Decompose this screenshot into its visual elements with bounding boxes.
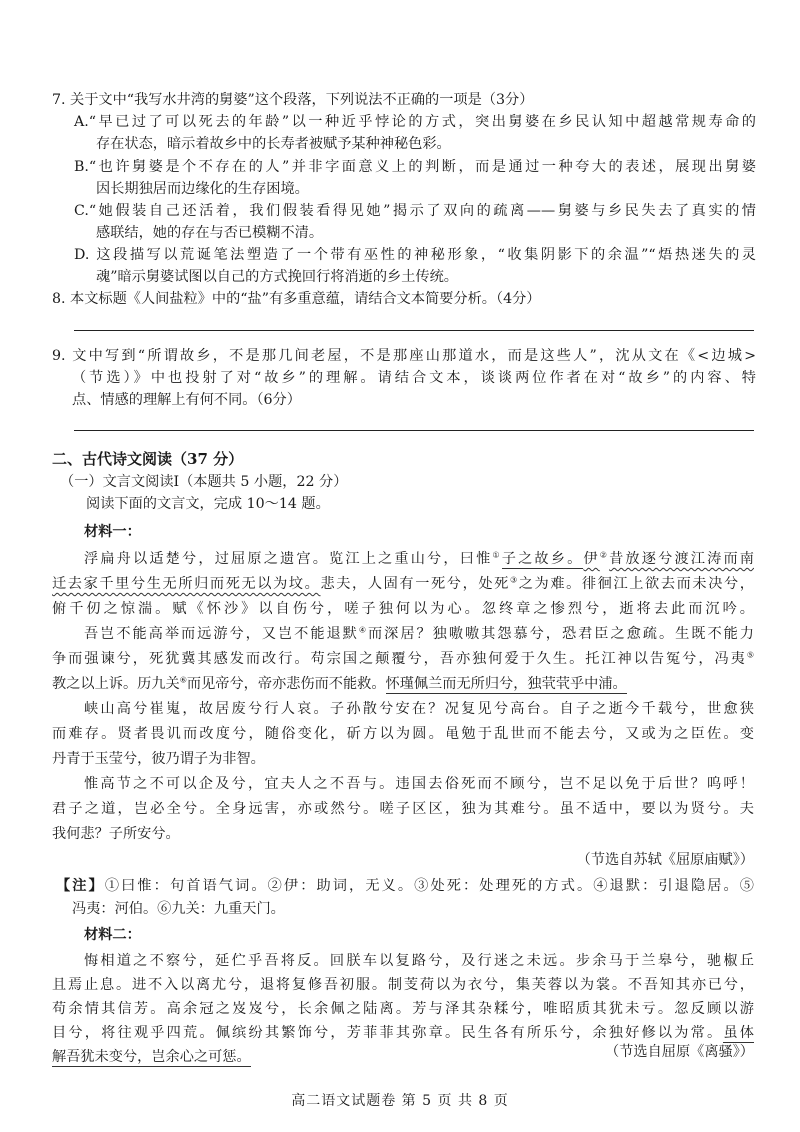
option-a-line2: 存在状态，暗示着故乡中的长寿者被赋予某种神秘色彩。 (96, 136, 451, 152)
note-mark-1: ① (492, 550, 502, 560)
material-2-label: 材料二： (84, 927, 141, 943)
question-8: 8. 本文标题《人间盐粒》中的“盐”有多重意蕴，请结合文本简要分析。（4分） (52, 291, 541, 307)
material-1-p1-line2: 迁去家千里兮生无所归而死无以为坟。悲夫，人固有一死兮，处死③之为难。徘徊江上欲去而未决兮， (52, 575, 754, 592)
material-1-p4-line3: 我何悲？子所安兮。 (52, 826, 180, 842)
question-7-stem: 7. 关于文中“我写水井湾的舅婆”这个段落，下列说法不正确的一项是（3分） (52, 92, 534, 108)
material-2-line4: 目兮，将往观乎四荒。佩缤纷其繁饰兮，芳菲菲其弥章。民生各有所乐兮，余独好修以为常。虽体 (52, 1025, 754, 1041)
note-mark-4: ④ (358, 625, 368, 635)
answer-line-q9[interactable] (74, 430, 754, 431)
question-9-line1: 9. 文中写到“所谓故乡，不是那几间老屋，不是那座山那道水，而是这些人”，沈从文在《<边城> (52, 348, 756, 364)
section-title: 二、古代诗文阅读（37 分） (52, 450, 244, 468)
question-9-line3: 点、情感的理解上有何不同。（6分） (72, 392, 301, 408)
page-footer: 高二语文试题卷 第 5 页 共 8 页 (291, 1093, 509, 1109)
option-c-line2: 感联结，她的存在与否已模糊不清。 (96, 225, 324, 241)
underlined-sentence-3b: 解吾犹未变兮，岂余心之可惩。 (52, 1049, 251, 1065)
material-2-line3: 苟余情其信芳。高余冠之岌岌兮，长余佩之陆离。芳与泽其杂糅兮，唯昭质其犹未亏。忽反顾以游 (52, 1001, 754, 1017)
option-b-line1: B.“也许舅婆是个不存在的人”并非字面意义上的判断，而是通过一种夸大的表述，展现出舅婆 (74, 159, 756, 175)
option-d-line2: 魂”暗示舅婆试图以自己的方式挽回行将消逝的乡土传统。 (96, 269, 458, 285)
question-9-line2: （节选）》中也投射了对“故乡”的理解。请结合文本，谈谈两位作者在对“故乡”的内容、特 (72, 370, 756, 386)
note-mark-5: ⑤ (746, 650, 754, 660)
subsection-title: （一）文言文阅读Ⅰ（本题共 5 小题，22 分） (60, 474, 348, 490)
material-1-p3-line3: 丹青于玉莹兮，彼乃谓子为非智。 (52, 751, 265, 767)
material-1-source: （节选自苏轼《屈原庙赋》） (576, 852, 754, 868)
notes-line2: 冯夷：河伯。⑥九关：九重天门。 (72, 901, 285, 917)
note-mark-6: ⑥ (179, 675, 187, 685)
material-1-p4-line2: 君子之道，岂必全兮。全身远害，亦或然兮。嗟子区区，独为其难兮。虽不适中，要以为贤兮。夫 (52, 801, 754, 817)
material-1-p1-line1: 浮扁舟以适楚兮，过屈原之遗宫。览江上之重山兮，曰惟①子之故乡。伊②昔放逐兮渡江涛而南 (84, 550, 754, 567)
material-1-p1-line3: 俯千仞之惊湍。赋《怀沙》以自伤兮，嗟子独何以为心。忽终章之惨烈兮，逝将去此而沉吟。 (52, 601, 754, 617)
material-1-p2-line3: 教之以上诉。历九关⑥而见帝兮，帝亦悲伤而不能救。怀瑾佩兰而无所归兮，独茕茕乎中浦。 (52, 675, 627, 692)
underlined-phrase-1: 子之故乡。 (501, 551, 584, 567)
material-2-source: （节选自屈原《离骚》） (605, 1044, 754, 1060)
material-2-line1: 悔相道之不察兮，延伫乎吾将反。回朕车以复路兮，及行迷之未远。步余马于兰皋兮，驰椒丘 (84, 953, 754, 969)
material-1-label: 材料一： (84, 524, 141, 540)
material-1-p3-line1: 峡山高兮崔嵬，故居废兮行人哀。子孙散兮安在？况复见兮高台。自子之逝今千载兮，世愈狭 (84, 701, 754, 717)
material-1-p4-line1: 惟高节之不可以企及兮，宜夫人之不吾与。违国去俗死而不顾兮，岂不足以免于后世？呜呼！ (84, 776, 754, 792)
material-1-p2-line2: 争而强谏兮，死犹冀其感发而改行。苟宗国之颠覆兮，吾亦独何爱于久生。托江神以告冤兮，冯夷⑤ (52, 650, 754, 667)
option-b-line2: 因长期独居而边缘化的生存困境。 (96, 181, 309, 197)
wavy-underlined-sentence: 昔放逐兮渡江涛而南 (609, 551, 754, 567)
option-c-line1: C.“她假装自己还活着，我们假装看得见她”揭示了双向的疏离——舅婆与乡民失去了真实的情 (74, 203, 756, 219)
option-d-line1: D. 这段描写以荒诞笔法塑造了一个带有巫性的神秘形象，“收集阴影下的余温”“焐热迷失的灵 (74, 247, 756, 263)
note-mark-2: ② (599, 550, 610, 560)
answer-line-q8[interactable] (74, 330, 754, 331)
underlined-sentence-2: 怀瑾佩兰而无所归兮，独茕茕乎中浦。 (385, 676, 627, 692)
material-2-line2: 且焉止息。进不入以离尤兮，退将复修吾初服。制芰荷以为衣兮，集芙蓉以为裳。不吾知其亦已兮， (52, 977, 754, 993)
underlined-sentence-3a: 虽体 (723, 1025, 754, 1041)
option-a-line1: A.“早已过了可以死去的年龄”以一种近乎悖论的方式，突出舅婆在乡民认知中超越常规寿命的 (74, 114, 756, 130)
notes-line1: 【注】①曰惟：句首语气词。②伊：助词，无义。③处死：处理死的方式。④退默：引退隐居。⑤ (56, 878, 754, 894)
instruction: 阅读下面的文言文，完成 10～14 题。 (86, 496, 330, 512)
material-1-p3-line2: 而难存。贤者畏讥而改度兮，随俗变化，斫方以为圆。黾勉于乱世而不能去兮，又或为之臣佐。变 (52, 726, 754, 742)
note-mark-3: ③ (509, 575, 519, 585)
material-1-p2-line1: 吾岂不能高举而远游兮，又岂不能退默④而深居？独嗷嗷其怨慕兮，恐君臣之愈疏。生既不能力 (84, 625, 754, 642)
